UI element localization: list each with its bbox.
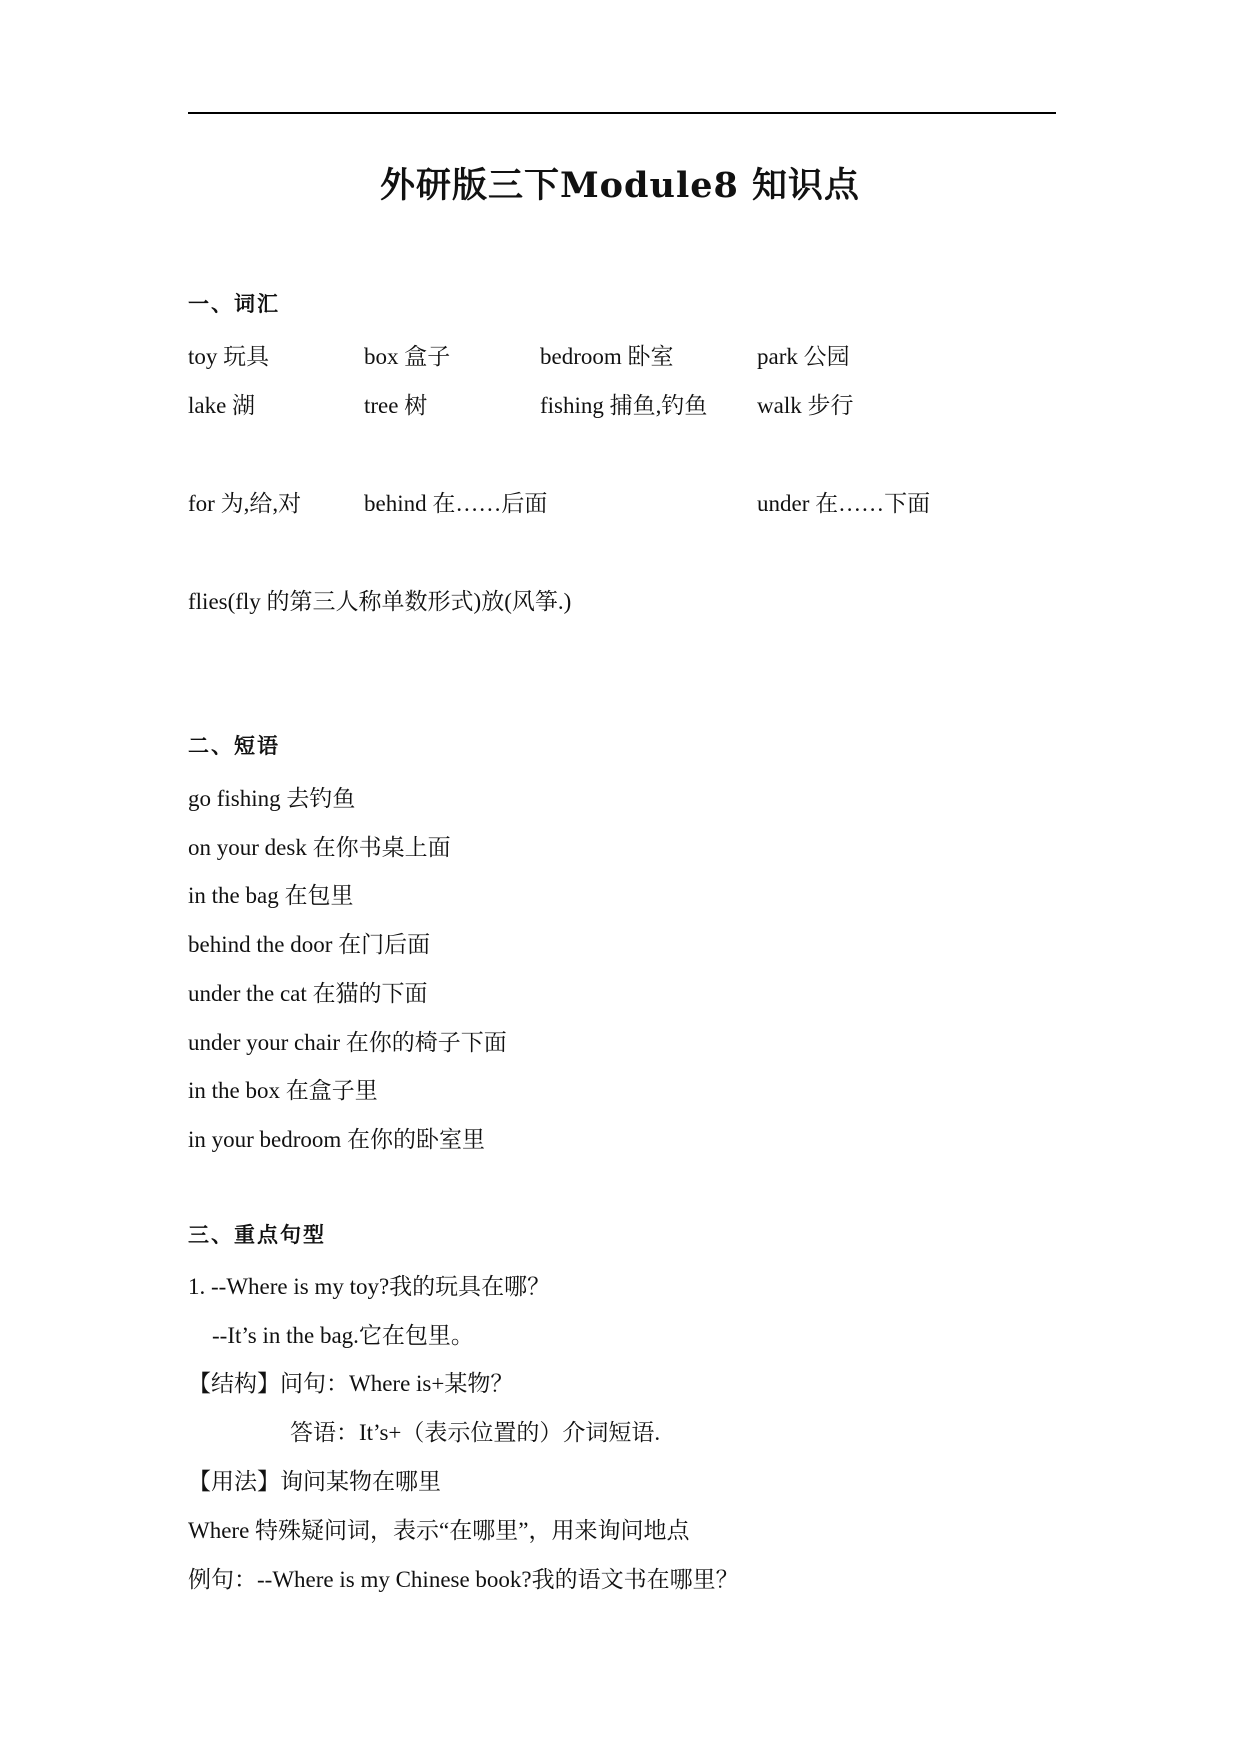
usage-note: Where 特殊疑问词，表示“在哪里”，用来询问地点 (188, 1518, 690, 1543)
example-line: 例句：--Where is my Chinese book?我的语文书在哪里？ (188, 1567, 739, 1592)
phrase-item: in the bag 在包里 (188, 883, 354, 908)
vocab-heading: 一、词汇 (188, 291, 280, 316)
header-rule (188, 112, 1056, 114)
vocab-item: under 在……下面 (757, 491, 931, 516)
usage-line: 【用法】询问某物在哪里 (188, 1469, 441, 1494)
vocab-item: flies(fly 的第三人称单数形式)放(风筝.) (188, 589, 572, 614)
vocab-item: box 盒子 (364, 344, 451, 369)
vocab-item: park 公园 (757, 344, 850, 369)
question-line: 1. --Where is my toy?我的玩具在哪？ (188, 1274, 551, 1299)
phrase-item: on your desk 在你书桌上面 (188, 835, 451, 860)
vocab-item: bedroom 卧室 (540, 344, 674, 369)
vocab-item: behind 在……后面 (364, 491, 548, 516)
phrase-item: under your chair 在你的椅子下面 (188, 1030, 507, 1055)
vocab-item: fishing 捕鱼,钓鱼 (540, 393, 708, 418)
vocab-item: lake 湖 (188, 393, 256, 418)
answer-line: --It’s in the bag.它在包里。 (212, 1323, 474, 1348)
sentences-heading: 三、重点句型 (188, 1222, 326, 1247)
vocab-item: walk 步行 (757, 393, 854, 418)
vocab-item: tree 树 (364, 393, 428, 418)
phrase-item: in the box 在盒子里 (188, 1078, 378, 1103)
phrase-item: in your bedroom 在你的卧室里 (188, 1127, 486, 1152)
structure-question: 【结构】问句：Where is+某物？ (188, 1371, 514, 1396)
page-title: 外研版三下Module8 知识点 (379, 165, 861, 206)
vocab-item: for 为,给,对 (188, 491, 302, 516)
structure-answer: 答语：It’s+（表示位置的）介词短语. (290, 1420, 661, 1445)
vocab-item: toy 玩具 (188, 344, 270, 369)
phrase-item: under the cat 在猫的下面 (188, 981, 428, 1006)
phrase-item: go fishing 去钓鱼 (188, 786, 356, 811)
phrase-item: behind the door 在门后面 (188, 932, 431, 957)
phrases-heading: 二、短语 (188, 733, 280, 758)
